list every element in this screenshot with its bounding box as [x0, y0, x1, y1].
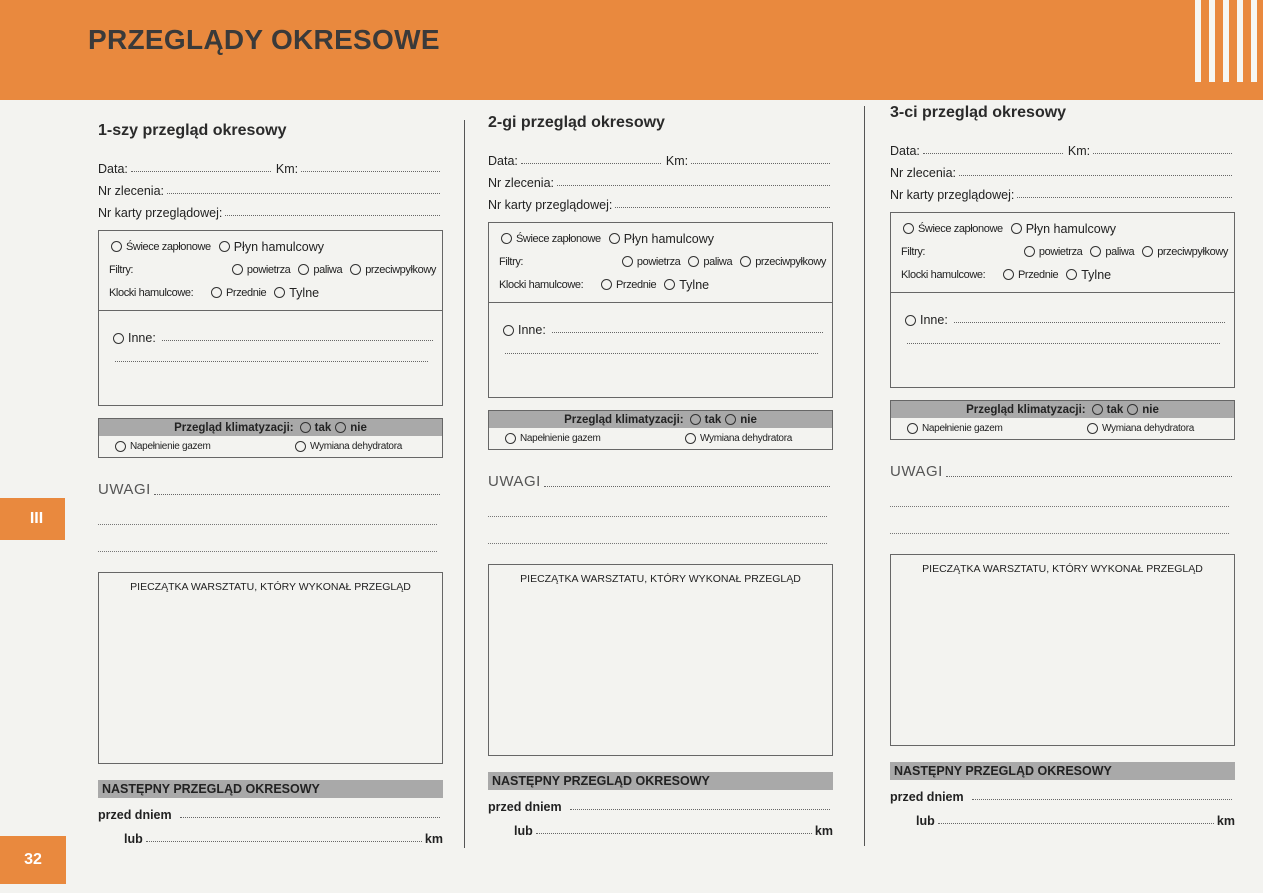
- radio-circle-icon: [501, 233, 512, 244]
- km-unit-label: km: [424, 832, 443, 846]
- filter-air-label: powietrza: [636, 255, 681, 268]
- ac-check-label: Przegląd klimatyzacji:: [966, 403, 1086, 416]
- card-field[interactable]: [1017, 197, 1232, 198]
- or-label: lub: [514, 824, 533, 838]
- spark-plugs-option[interactable]: [901, 223, 1003, 235]
- order-field-row: [98, 176, 443, 198]
- radio-circle-icon: [335, 422, 346, 433]
- radio-circle-icon: [1003, 269, 1014, 280]
- radio-circle-icon: [503, 325, 514, 336]
- notes-field-line-2[interactable]: [98, 498, 437, 525]
- filter-fuel-option[interactable]: [686, 256, 732, 268]
- order-field[interactable]: [167, 193, 440, 194]
- brake-fluid-option[interactable]: [217, 240, 324, 254]
- filter-pollen-label: przeciwpyłkowy: [755, 255, 826, 268]
- other-option[interactable]: [903, 313, 948, 327]
- notes-field-line-1[interactable]: [154, 494, 440, 495]
- ac-yes-option[interactable]: [298, 422, 332, 434]
- card-field[interactable]: [615, 207, 830, 208]
- ac-yes-label: tak: [314, 421, 332, 434]
- date-field-row: [98, 154, 443, 176]
- km-label: Km:: [1067, 144, 1091, 158]
- stripe: [1195, 0, 1201, 82]
- dehydrator-label: Wymiana dehydratora: [699, 433, 792, 444]
- other-label: Inne:: [920, 313, 948, 327]
- date-label: Data:: [98, 162, 128, 176]
- km-field[interactable]: [1093, 153, 1232, 154]
- order-label: Nr zlecenia:: [890, 166, 956, 180]
- date-field[interactable]: [131, 171, 271, 172]
- next-date-row: [98, 798, 443, 822]
- gas-fill-option[interactable]: [113, 441, 211, 452]
- radio-circle-icon: [115, 441, 126, 452]
- next-date-field[interactable]: [180, 817, 440, 818]
- notes-label: UWAGI: [98, 481, 151, 498]
- checklist-options: [489, 223, 832, 303]
- pads-rear-label: Tylne: [679, 277, 710, 292]
- date-label: Data:: [890, 144, 920, 158]
- spark-plugs-option[interactable]: [109, 241, 211, 253]
- filter-air-option[interactable]: [230, 264, 290, 276]
- radio-circle-icon: [1090, 246, 1101, 257]
- next-inspection-header: NASTĘPNY PRZEGLĄD OKRESOWY: [890, 762, 1235, 780]
- workshop-stamp-box[interactable]: [98, 572, 443, 764]
- filter-air-option[interactable]: [1022, 246, 1082, 258]
- order-field-row: [488, 168, 833, 190]
- pads-rear-option[interactable]: [272, 286, 319, 300]
- radio-circle-icon: [905, 315, 916, 326]
- filter-fuel-label: paliwa: [703, 255, 733, 268]
- gas-fill-option[interactable]: [905, 423, 1003, 434]
- column-divider: [864, 106, 865, 846]
- card-field-row: [890, 180, 1235, 202]
- pads-front-option[interactable]: [1001, 269, 1058, 281]
- radio-circle-icon: [903, 223, 914, 234]
- or-label: lub: [124, 832, 143, 846]
- spark-plugs-option[interactable]: [499, 233, 601, 245]
- ac-no-label: nie: [1142, 403, 1159, 416]
- radio-circle-icon: [232, 264, 243, 275]
- notes-section: [890, 458, 1235, 534]
- page-header: [0, 0, 1263, 100]
- radio-circle-icon: [601, 279, 612, 290]
- other-field[interactable]: [954, 322, 1225, 323]
- notes-section: [488, 468, 833, 544]
- filter-air-label: powietrza: [1038, 245, 1083, 258]
- brake-fluid-label: Płyn hamulcowy: [233, 239, 325, 254]
- notes-field-line-3[interactable]: [890, 507, 1229, 534]
- next-inspection-header: NASTĘPNY PRZEGLĄD OKRESOWY: [488, 772, 833, 790]
- checklist-box: [98, 230, 443, 406]
- other-option[interactable]: [111, 331, 156, 345]
- filters-label: Filtry:: [901, 245, 926, 258]
- gas-fill-option[interactable]: [503, 433, 601, 444]
- card-field-row: [98, 198, 443, 220]
- radio-circle-icon: [505, 433, 516, 444]
- notes-section: [98, 476, 443, 552]
- ac-no-option[interactable]: [333, 422, 367, 434]
- page-number: 32: [0, 836, 66, 884]
- other-field[interactable]: [162, 340, 433, 341]
- stamp-label: PIECZĄTKA WARSZTATU, KTÓRY WYKONAŁ PRZEGLĄD: [130, 581, 411, 593]
- radio-circle-icon: [1024, 246, 1035, 257]
- spark-plugs-label: Świece zapłonowe: [918, 222, 1003, 235]
- other-field-line-2[interactable]: [505, 353, 818, 354]
- km-field[interactable]: [301, 171, 440, 172]
- stripe: [1237, 0, 1243, 82]
- ac-no-label: nie: [740, 413, 757, 426]
- ac-yes-label: tak: [704, 413, 722, 426]
- radio-circle-icon: [609, 233, 620, 244]
- or-label: lub: [916, 814, 935, 828]
- notes-field-line-1[interactable]: [946, 476, 1232, 477]
- before-date-label: przed dniem: [488, 800, 562, 814]
- ac-options: [99, 436, 442, 457]
- before-date-label: przed dniem: [98, 808, 172, 822]
- section-tab: III: [0, 498, 65, 540]
- brake-fluid-option[interactable]: [607, 232, 714, 246]
- next-date-field[interactable]: [972, 799, 1232, 800]
- order-label: Nr zlecenia:: [488, 176, 554, 190]
- ac-options: [891, 418, 1234, 439]
- next-date-row: [488, 790, 833, 814]
- radio-circle-icon: [1142, 246, 1153, 257]
- km-label: Km:: [665, 154, 689, 168]
- header-stripes: [1195, 0, 1257, 82]
- radio-circle-icon: [300, 422, 311, 433]
- pads-front-label: Przednie: [226, 286, 267, 299]
- notes-field-line-2[interactable]: [488, 490, 827, 517]
- next-km-row: [890, 804, 1235, 828]
- filter-pollen-option[interactable]: [348, 264, 436, 276]
- form-heading: 2-gi przegląd okresowy: [488, 114, 665, 131]
- ac-check-box: [98, 418, 443, 458]
- inspection-form-1: [98, 122, 443, 846]
- filter-pollen-option[interactable]: [738, 256, 826, 268]
- checklist-options: [891, 213, 1234, 293]
- filter-fuel-label: paliwa: [313, 263, 343, 276]
- stripe: [1209, 0, 1215, 82]
- date-field[interactable]: [923, 153, 1063, 154]
- km-field[interactable]: [691, 163, 830, 164]
- filters-label: Filtry:: [109, 263, 134, 276]
- radio-circle-icon: [690, 414, 701, 425]
- inspection-form-2: [488, 114, 833, 838]
- next-km-field[interactable]: [536, 833, 812, 834]
- ac-check-header: [99, 419, 442, 436]
- radio-circle-icon: [219, 241, 230, 252]
- radio-circle-icon: [1066, 269, 1077, 280]
- before-date-label: przed dniem: [890, 790, 964, 804]
- order-label: Nr zlecenia:: [98, 184, 164, 198]
- gas-fill-label: Napełnienie gazem: [922, 423, 1003, 434]
- filter-pollen-label: przeciwpyłkowy: [1157, 245, 1228, 258]
- workshop-stamp-box[interactable]: [488, 564, 833, 756]
- ac-check-label: Przegląd klimatyzacji:: [564, 413, 684, 426]
- workshop-stamp-box[interactable]: [890, 554, 1235, 746]
- stripe: [1223, 0, 1229, 82]
- card-label: Nr karty przeglądowej:: [488, 198, 613, 212]
- radio-circle-icon: [298, 264, 309, 275]
- column-divider: [464, 120, 465, 848]
- radio-circle-icon: [1087, 423, 1098, 434]
- order-field-row: [890, 158, 1235, 180]
- other-label: Inne:: [128, 331, 156, 345]
- ac-yes-option[interactable]: [1090, 404, 1124, 416]
- notes-field-line-1[interactable]: [544, 486, 830, 487]
- notes-label: UWAGI: [890, 463, 943, 480]
- next-date-row: [890, 780, 1235, 804]
- spark-plugs-label: Świece zapłonowe: [126, 240, 211, 253]
- brake-fluid-label: Płyn hamulcowy: [623, 231, 715, 246]
- order-field[interactable]: [959, 175, 1232, 176]
- radio-circle-icon: [622, 256, 633, 267]
- ac-check-header: [891, 401, 1234, 418]
- pads-front-label: Przednie: [1018, 268, 1059, 281]
- radio-circle-icon: [685, 433, 696, 444]
- pads-front-option[interactable]: [209, 287, 266, 299]
- dehydrator-option[interactable]: [1085, 423, 1194, 434]
- radio-circle-icon: [1011, 223, 1022, 234]
- ac-no-option[interactable]: [1125, 404, 1159, 416]
- filter-pollen-label: przeciwpyłkowy: [365, 263, 436, 276]
- km-unit-label: km: [1216, 814, 1235, 828]
- radio-circle-icon: [113, 333, 124, 344]
- filter-fuel-label: paliwa: [1105, 245, 1135, 258]
- dehydrator-label: Wymiana dehydratora: [1101, 423, 1194, 434]
- filter-air-option[interactable]: [620, 256, 680, 268]
- ac-no-option[interactable]: [723, 414, 757, 426]
- radio-circle-icon: [664, 279, 675, 290]
- ac-yes-label: tak: [1106, 403, 1124, 416]
- notes-label: UWAGI: [488, 473, 541, 490]
- filter-fuel-option[interactable]: [1088, 246, 1134, 258]
- order-field[interactable]: [557, 185, 830, 186]
- pads-rear-label: Tylne: [1081, 267, 1112, 282]
- inspection-form-3: [890, 104, 1235, 828]
- pads-rear-option[interactable]: [1064, 268, 1111, 282]
- next-km-row: [488, 814, 833, 838]
- other-section: [891, 293, 1234, 387]
- spark-plugs-label: Świece zapłonowe: [516, 232, 601, 245]
- radio-circle-icon: [111, 241, 122, 252]
- stamp-label: PIECZĄTKA WARSZTATU, KTÓRY WYKONAŁ PRZEGLĄD: [520, 573, 801, 585]
- other-label: Inne:: [518, 323, 546, 337]
- next-km-field[interactable]: [146, 841, 422, 842]
- radio-circle-icon: [907, 423, 918, 434]
- pads-rear-option[interactable]: [662, 278, 709, 292]
- next-date-field[interactable]: [570, 809, 830, 810]
- gas-fill-label: Napełnienie gazem: [130, 441, 211, 452]
- radio-circle-icon: [211, 287, 222, 298]
- filter-fuel-option[interactable]: [296, 264, 342, 276]
- ac-options: [489, 428, 832, 449]
- pads-front-option[interactable]: [599, 279, 656, 291]
- radio-circle-icon: [725, 414, 736, 425]
- next-km-row: [98, 822, 443, 846]
- brake-fluid-label: Płyn hamulcowy: [1025, 221, 1117, 236]
- brake-fluid-option[interactable]: [1009, 222, 1116, 236]
- dehydrator-label: Wymiana dehydratora: [309, 441, 402, 452]
- next-inspection-header: NASTĘPNY PRZEGLĄD OKRESOWY: [98, 780, 443, 798]
- brake-pads-label: Klocki hamulcowe:: [499, 278, 584, 291]
- date-label: Data:: [488, 154, 518, 168]
- filter-air-label: powietrza: [246, 263, 291, 276]
- card-field-row: [488, 190, 833, 212]
- other-section: [99, 311, 442, 405]
- notes-field-line-3[interactable]: [98, 525, 437, 552]
- stripe: [1251, 0, 1257, 82]
- km-unit-label: km: [814, 824, 833, 838]
- ac-check-label: Przegląd klimatyzacji:: [174, 421, 294, 434]
- dehydrator-option[interactable]: [683, 433, 792, 444]
- other-section: [489, 303, 832, 397]
- ac-yes-option[interactable]: [688, 414, 722, 426]
- ac-check-header: [489, 411, 832, 428]
- date-field-row: [890, 136, 1235, 158]
- card-field[interactable]: [225, 215, 440, 216]
- filters-label: Filtry:: [499, 255, 524, 268]
- radio-circle-icon: [350, 264, 361, 275]
- next-km-field[interactable]: [938, 823, 1214, 824]
- gas-fill-label: Napełnienie gazem: [520, 433, 601, 444]
- notes-field-line-3[interactable]: [488, 517, 827, 544]
- notes-field-line-2[interactable]: [890, 480, 1229, 507]
- ac-no-label: nie: [350, 421, 367, 434]
- checklist-box: [890, 212, 1235, 388]
- radio-circle-icon: [1127, 404, 1138, 415]
- radio-circle-icon: [274, 287, 285, 298]
- other-option[interactable]: [501, 323, 546, 337]
- ac-check-box: [488, 410, 833, 450]
- radio-circle-icon: [295, 441, 306, 452]
- other-field-line-2[interactable]: [907, 343, 1220, 344]
- date-field-row: [488, 146, 833, 168]
- filter-pollen-option[interactable]: [1140, 246, 1228, 258]
- pads-front-label: Przednie: [616, 278, 657, 291]
- card-label: Nr karty przeglądowej:: [98, 206, 223, 220]
- checklist-box: [488, 222, 833, 398]
- dehydrator-option[interactable]: [293, 441, 402, 452]
- stamp-label: PIECZĄTKA WARSZTATU, KTÓRY WYKONAŁ PRZEGLĄD: [922, 563, 1203, 575]
- page-title: PRZEGLĄDY OKRESOWE: [88, 24, 440, 55]
- radio-circle-icon: [1092, 404, 1103, 415]
- radio-circle-icon: [740, 256, 751, 267]
- km-label: Km:: [275, 162, 299, 176]
- radio-circle-icon: [688, 256, 699, 267]
- other-field-line-2[interactable]: [115, 361, 428, 362]
- ac-check-box: [890, 400, 1235, 440]
- other-field[interactable]: [552, 332, 823, 333]
- card-label: Nr karty przeglądowej:: [890, 188, 1015, 202]
- form-heading: 1-szy przegląd okresowy: [98, 122, 287, 139]
- date-field[interactable]: [521, 163, 661, 164]
- brake-pads-label: Klocki hamulcowe:: [901, 268, 986, 281]
- form-heading: 3-ci przegląd okresowy: [890, 104, 1067, 121]
- pads-rear-label: Tylne: [289, 285, 320, 300]
- checklist-options: [99, 231, 442, 311]
- brake-pads-label: Klocki hamulcowe:: [109, 286, 194, 299]
